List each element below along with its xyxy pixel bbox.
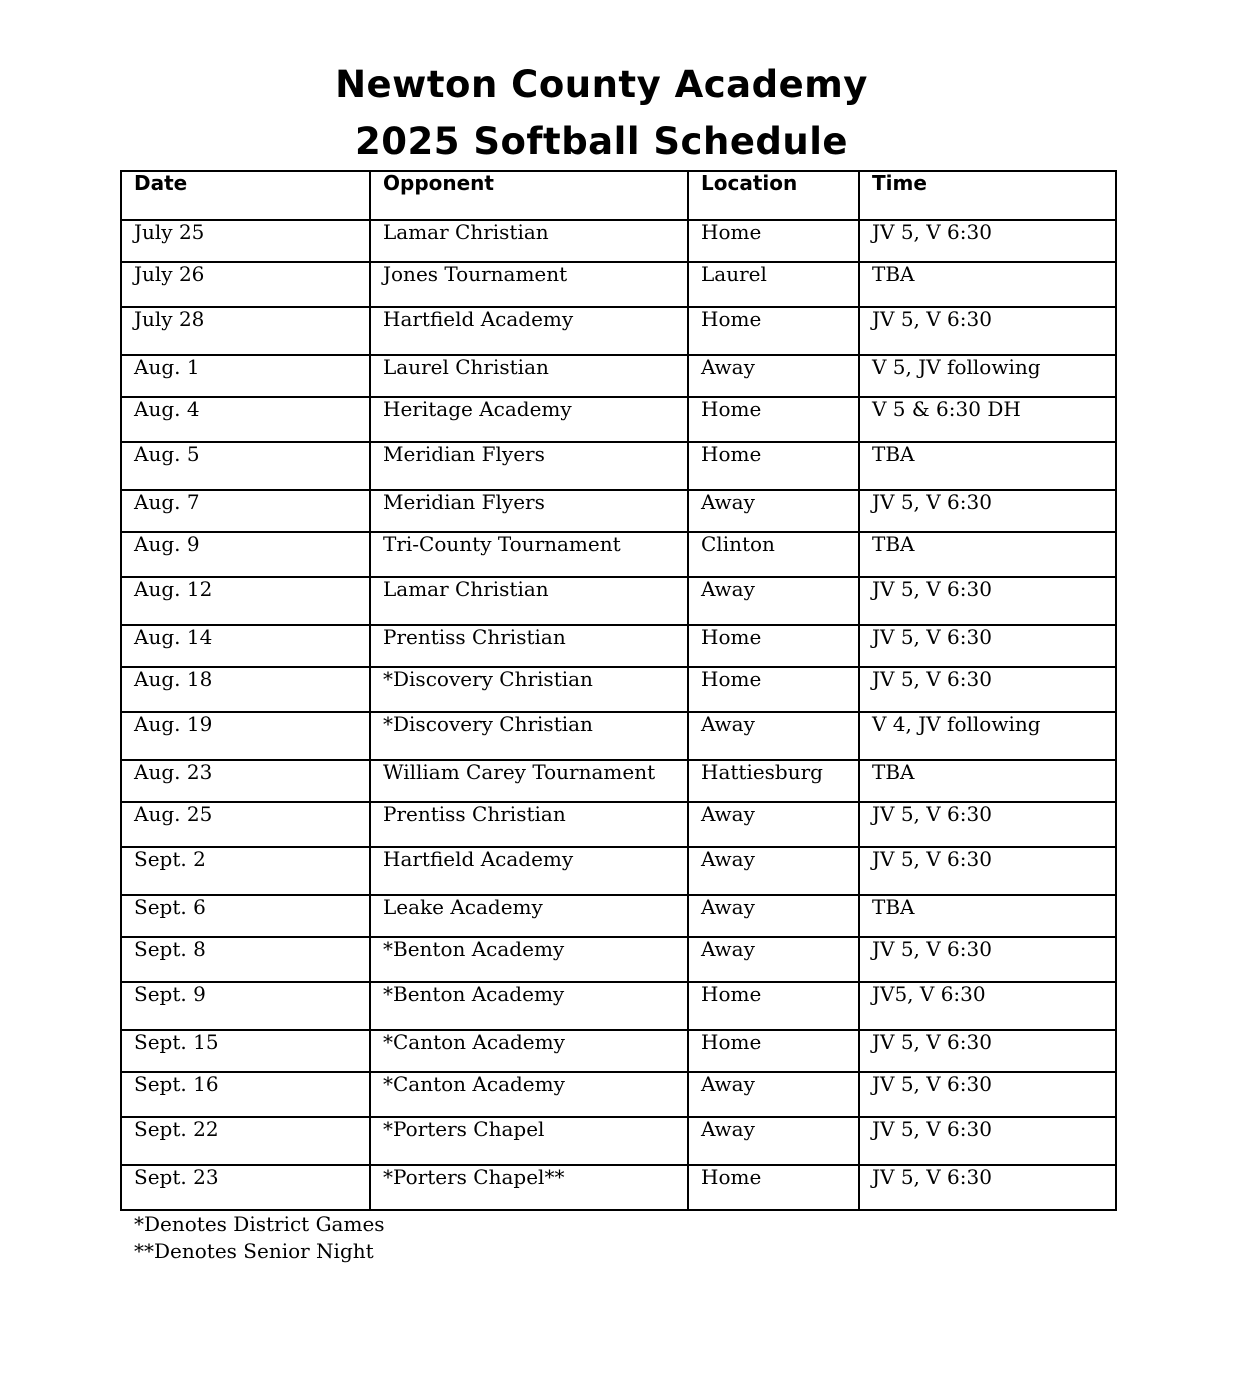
cell-opponent: William Carey Tournament: [370, 760, 688, 802]
cell-time: TBA: [859, 760, 1116, 802]
header-location: Location: [688, 171, 859, 220]
cell-date: Aug. 9: [121, 532, 370, 577]
cell-opponent: Hartfield Academy: [370, 307, 688, 355]
table-row: [121, 397, 1116, 442]
cell-time: JV 5, V 6:30: [859, 802, 1116, 847]
cell-time: JV 5, V 6:30: [859, 1165, 1116, 1210]
cell-location: Away: [688, 1117, 859, 1165]
district-games-note: *Denotes District Games: [134, 1212, 385, 1236]
cell-time: JV 5, V 6:30: [859, 847, 1116, 895]
cell-opponent: *Porters Chapel**: [370, 1165, 688, 1210]
cell-location: Clinton: [688, 532, 859, 577]
cell-time: JV 5, V 6:30: [859, 220, 1116, 262]
cell-location: Away: [688, 577, 859, 625]
table-row: [121, 895, 1116, 937]
table-row: [121, 625, 1116, 667]
cell-location: Away: [688, 355, 859, 397]
header-opponent: Opponent: [370, 171, 688, 220]
cell-time: JV 5, V 6:30: [859, 490, 1116, 532]
table-row: [121, 1165, 1116, 1210]
cell-time: TBA: [859, 532, 1116, 577]
cell-opponent: Laurel Christian: [370, 355, 688, 397]
table-row: [121, 1117, 1116, 1165]
document-title: [0, 56, 1203, 170]
cell-date: Sept. 22: [121, 1117, 370, 1165]
cell-date: July 25: [121, 220, 370, 262]
table-row: [121, 1030, 1116, 1072]
school-name: Newton County Academy: [335, 63, 868, 106]
cell-opponent: Prentiss Christian: [370, 625, 688, 667]
table-row: [121, 760, 1116, 802]
cell-location: Away: [688, 847, 859, 895]
cell-date: July 26: [121, 262, 370, 307]
cell-time: V 5 & 6:30 DH: [859, 397, 1116, 442]
cell-opponent: Jones Tournament: [370, 262, 688, 307]
cell-opponent: Prentiss Christian: [370, 802, 688, 847]
cell-opponent: *Canton Academy: [370, 1030, 688, 1072]
cell-location: Laurel: [688, 262, 859, 307]
cell-time: JV 5, V 6:30: [859, 1030, 1116, 1072]
cell-time: TBA: [859, 895, 1116, 937]
senior-night-note: **Denotes Senior Night: [134, 1239, 374, 1263]
cell-date: Aug. 23: [121, 760, 370, 802]
cell-opponent: *Discovery Christian: [370, 712, 688, 760]
cell-time: JV 5, V 6:30: [859, 1117, 1116, 1165]
cell-date: Aug. 12: [121, 577, 370, 625]
cell-opponent: Tri-County Tournament: [370, 532, 688, 577]
schedule-title: 2025 Softball Schedule: [354, 120, 849, 163]
cell-location: Away: [688, 712, 859, 760]
cell-opponent: Meridian Flyers: [370, 442, 688, 490]
schedule-body: [121, 220, 1116, 1210]
cell-date: July 28: [121, 307, 370, 355]
table-row: [121, 1072, 1116, 1117]
table-row: [121, 577, 1116, 625]
cell-opponent: *Benton Academy: [370, 982, 688, 1030]
cell-date: Sept. 23: [121, 1165, 370, 1210]
cell-date: Aug. 7: [121, 490, 370, 532]
cell-date: Sept. 15: [121, 1030, 370, 1072]
cell-date: Aug. 25: [121, 802, 370, 847]
cell-date: Sept. 6: [121, 895, 370, 937]
cell-time: JV5, V 6:30: [859, 982, 1116, 1030]
table-row: [121, 802, 1116, 847]
cell-location: Away: [688, 937, 859, 982]
cell-time: JV 5, V 6:30: [859, 307, 1116, 355]
header-time: Time: [859, 171, 1116, 220]
cell-date: Sept. 9: [121, 982, 370, 1030]
table-row: [121, 490, 1116, 532]
cell-time: JV 5, V 6:30: [859, 577, 1116, 625]
cell-date: Sept. 2: [121, 847, 370, 895]
cell-opponent: Lamar Christian: [370, 577, 688, 625]
table-row: [121, 847, 1116, 895]
cell-time: TBA: [859, 262, 1116, 307]
cell-time: V 4, JV following: [859, 712, 1116, 760]
cell-location: Away: [688, 895, 859, 937]
cell-opponent: Lamar Christian: [370, 220, 688, 262]
cell-opponent: Heritage Academy: [370, 397, 688, 442]
cell-location: Away: [688, 1072, 859, 1117]
table-row: [121, 262, 1116, 307]
cell-date: Sept. 8: [121, 937, 370, 982]
table-row: [121, 220, 1116, 262]
table-row: [121, 982, 1116, 1030]
cell-date: Aug. 1: [121, 355, 370, 397]
table-row: [121, 937, 1116, 982]
cell-location: Home: [688, 397, 859, 442]
footnotes: [134, 1211, 385, 1265]
cell-location: Away: [688, 490, 859, 532]
cell-opponent: Leake Academy: [370, 895, 688, 937]
cell-time: JV 5, V 6:30: [859, 625, 1116, 667]
cell-time: TBA: [859, 442, 1116, 490]
cell-date: Sept. 16: [121, 1072, 370, 1117]
header-row: [121, 171, 1116, 220]
cell-location: Home: [688, 442, 859, 490]
cell-date: Aug. 14: [121, 625, 370, 667]
cell-opponent: Meridian Flyers: [370, 490, 688, 532]
cell-location: Home: [688, 1030, 859, 1072]
cell-date: Aug. 4: [121, 397, 370, 442]
table-row: [121, 442, 1116, 490]
cell-time: JV 5, V 6:30: [859, 1072, 1116, 1117]
schedule-table: [120, 170, 1117, 1211]
cell-opponent: Hartfield Academy: [370, 847, 688, 895]
header-date: Date: [121, 171, 370, 220]
cell-date: Aug. 18: [121, 667, 370, 712]
cell-opponent: *Benton Academy: [370, 937, 688, 982]
table-row: [121, 532, 1116, 577]
cell-opponent: *Discovery Christian: [370, 667, 688, 712]
table-row: [121, 712, 1116, 760]
cell-location: Home: [688, 982, 859, 1030]
cell-location: Home: [688, 220, 859, 262]
cell-opponent: *Canton Academy: [370, 1072, 688, 1117]
table-row: [121, 355, 1116, 397]
cell-opponent: *Porters Chapel: [370, 1117, 688, 1165]
table-row: [121, 667, 1116, 712]
cell-date: Aug. 5: [121, 442, 370, 490]
cell-location: Home: [688, 667, 859, 712]
cell-time: JV 5, V 6:30: [859, 937, 1116, 982]
cell-date: Aug. 19: [121, 712, 370, 760]
cell-location: Home: [688, 1165, 859, 1210]
cell-time: V 5, JV following: [859, 355, 1116, 397]
cell-location: Home: [688, 625, 859, 667]
table-row: [121, 307, 1116, 355]
cell-time: JV 5, V 6:30: [859, 667, 1116, 712]
cell-location: Away: [688, 802, 859, 847]
cell-location: Hattiesburg: [688, 760, 859, 802]
cell-location: Home: [688, 307, 859, 355]
